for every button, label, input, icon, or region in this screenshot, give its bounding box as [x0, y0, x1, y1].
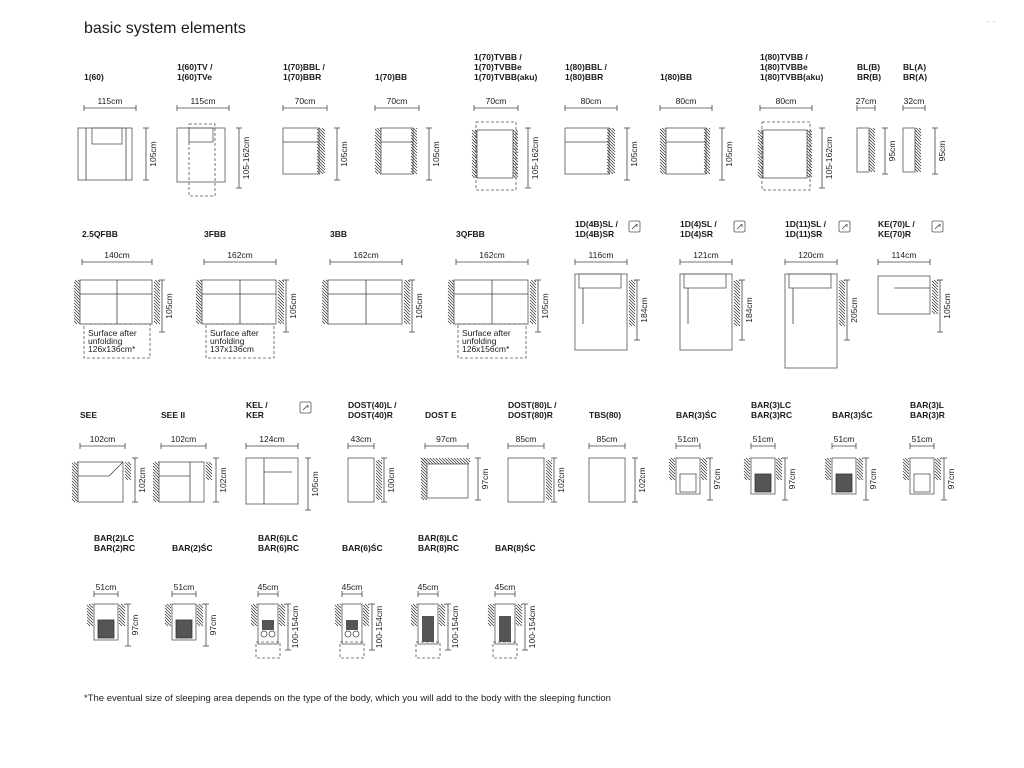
element-label: KE(70)R [878, 229, 912, 239]
width-label: 115cm [190, 96, 216, 106]
hatch-band [87, 604, 93, 626]
element-bar8lc [411, 533, 460, 658]
width-label: 45cm [494, 582, 516, 592]
depth-label: 97cm [208, 614, 218, 636]
depth-label: 100-154cm [450, 605, 460, 649]
hatch-band [629, 280, 635, 326]
unfolding-note: Surface after [88, 328, 137, 338]
cup-holder-icon [353, 631, 359, 637]
bar-compartment-filled [98, 620, 114, 638]
orientation-icon-arrow [737, 224, 742, 229]
element-outline [427, 464, 468, 498]
element-bar6sc [335, 542, 384, 658]
backrest [579, 274, 621, 288]
depth-label: 105cm [288, 293, 298, 319]
hatch-band [607, 128, 615, 174]
element-label: BAR(2)RC [94, 543, 136, 553]
element-1-70tvbb [472, 52, 540, 190]
element-bar3lc [744, 400, 797, 500]
bar-compartment [914, 474, 930, 492]
hatch-band [411, 128, 417, 174]
element-outline [159, 462, 204, 502]
width-label: 70cm [386, 96, 408, 106]
element-1-80bbl [565, 62, 639, 180]
hatch-band [734, 280, 740, 326]
bar-compartment-filled [422, 616, 434, 642]
element-label: BL(A) [903, 62, 927, 72]
hatch-band [421, 458, 470, 464]
depth-label: 105cm [942, 293, 952, 319]
depth-label: 97cm [712, 468, 722, 490]
recliner-extension [476, 122, 516, 190]
width-label: 70cm [485, 96, 507, 106]
depth-label: 105cm [414, 293, 424, 319]
width-label: 120cm [798, 250, 824, 260]
cup-holder-icon [345, 631, 351, 637]
hatch-band [411, 604, 417, 626]
width-label: 80cm [775, 96, 797, 106]
element-bar8sc [488, 542, 537, 658]
hatch-band [279, 604, 285, 626]
element-outline [328, 280, 402, 324]
element-bar2sc [165, 542, 218, 646]
hatch-band [165, 604, 171, 626]
hatch-band [125, 462, 131, 480]
element-label: 3FBB [204, 229, 227, 239]
unfolding-note: 126x156cm* [462, 344, 510, 354]
hatch-band [74, 280, 80, 324]
element-outline [910, 458, 934, 494]
hatch-band [932, 280, 938, 314]
hatch-band [376, 460, 382, 500]
element-label: SEE [80, 410, 98, 420]
depth-label: 97cm [130, 614, 140, 636]
depth-label: 105cm [310, 471, 320, 497]
orientation-icon-arrow [842, 224, 847, 229]
depth-label: 105-162cm [241, 136, 251, 180]
element-doste [421, 410, 490, 500]
element-label: DOST(80)R [508, 410, 553, 420]
element-outline [565, 128, 609, 174]
depth-label: 100-154cm [290, 605, 300, 649]
element-1-80tvbb [758, 52, 834, 190]
element-outline [283, 128, 319, 174]
hatch-band [488, 604, 494, 626]
element-label: 1(70)BBL / [283, 62, 325, 72]
hatch-band [857, 458, 863, 480]
hatch-band [825, 458, 831, 480]
depth-label: 97cm [868, 468, 878, 490]
element-label: 1D(11)SR [785, 229, 823, 239]
element-label: 1(70)TVBB(aku) [474, 72, 538, 82]
element-label: 1(70)BB [375, 72, 408, 82]
element-label: BAR(3)RC [751, 410, 793, 420]
unfolding-note: Surface after [462, 328, 511, 338]
depth-label: 105cm [164, 293, 174, 319]
element-bla [903, 62, 947, 174]
element-outline [348, 458, 374, 502]
unfolding-note: unfolding [88, 336, 123, 346]
hatch-band [807, 130, 812, 178]
element-bar2lc [87, 533, 140, 646]
element-label: 1D(4B)SR [575, 229, 615, 239]
element-label: 3BB [330, 229, 348, 239]
element-label: DOST(40)R [348, 410, 393, 420]
width-label: 32cm [903, 96, 925, 106]
width-label: 162cm [353, 250, 379, 260]
element-outline [202, 280, 276, 324]
element-label: 1(80)BBR [565, 72, 604, 82]
element-label: BAR(8)LC [418, 533, 459, 543]
orientation-icon [300, 402, 311, 413]
element-label: BAR(8)ŚC [495, 543, 536, 553]
element-outline [763, 130, 807, 178]
width-label: 27cm [855, 96, 877, 106]
depth-label: 100-154cm [527, 605, 537, 649]
width-label: 80cm [675, 96, 697, 106]
hatch-band [196, 280, 202, 324]
element-1-70bb [375, 72, 441, 180]
hatch-band [935, 458, 941, 480]
hatch-band [278, 280, 284, 324]
bar-extension [493, 642, 517, 658]
element-label: 1(70)TVBBe [474, 62, 522, 72]
element-label: SEE II [161, 410, 186, 420]
orientation-icon [839, 221, 850, 232]
element-outline [589, 458, 625, 502]
width-label: 162cm [227, 250, 253, 260]
element-1-70bbl [283, 62, 349, 180]
element-see2 [153, 410, 228, 502]
element-label: 3QFBB [456, 229, 485, 239]
element-3fbb [196, 229, 298, 358]
element-label: BAR(8)RC [418, 543, 460, 553]
hatch-band [197, 604, 203, 626]
width-label: 102cm [89, 434, 116, 444]
element-label: BL(B) [857, 62, 881, 72]
element-outline [80, 280, 152, 324]
element-label: KER [246, 410, 264, 420]
hatch-band [915, 128, 921, 172]
width-label: 70cm [294, 96, 316, 106]
unfolding-note: unfolding [210, 336, 245, 346]
width-label: 124cm [259, 434, 285, 444]
element-tbs80 [589, 410, 647, 502]
width-label: 115cm [97, 96, 123, 106]
element-label: 1D(4)SR [680, 229, 714, 239]
orientation-icon [932, 221, 943, 232]
element-label: 1(80)BB [660, 72, 693, 82]
width-label: 162cm [479, 250, 505, 260]
element-1-80bb [660, 72, 734, 180]
corner-mark: - - [987, 19, 997, 26]
element-label: DOST E [425, 410, 457, 420]
element-bar3l [903, 400, 956, 500]
depth-label: 97cm [787, 468, 797, 490]
backrest [684, 274, 726, 288]
element-label: 1D(4B)SL / [575, 219, 618, 229]
element-dost80 [508, 400, 566, 502]
element-outline [477, 130, 513, 178]
depth-label: 97cm [480, 468, 490, 490]
depth-label: 95cm [937, 140, 947, 162]
hatch-band [513, 130, 518, 178]
hatch-band [335, 604, 341, 626]
orientation-icon-arrow [303, 405, 308, 410]
depth-label: 100-154cm [374, 605, 384, 649]
orientation-icon [629, 221, 640, 232]
element-outline [508, 458, 544, 502]
backrest [189, 128, 213, 142]
depth-label: 105cm [148, 141, 158, 167]
element-label: KE(70)L / [878, 219, 915, 229]
depth-label: 105cm [629, 141, 639, 167]
width-label: 45cm [257, 582, 279, 592]
element-label: BAR(2)ŚC [172, 543, 213, 553]
element-outline [857, 128, 869, 172]
orientation-icon [734, 221, 745, 232]
hatch-band [516, 604, 522, 626]
element-see [72, 410, 147, 502]
width-label: 97cm [436, 434, 457, 444]
hatch-band [72, 462, 78, 502]
hatch-band [546, 460, 552, 500]
element-kel [246, 400, 320, 510]
width-label: 51cm [833, 434, 855, 444]
hatch-band [154, 280, 160, 324]
hatch-band [669, 458, 675, 480]
element-3qfbb [448, 229, 550, 358]
hatch-band [704, 128, 710, 174]
hatch-band [903, 458, 909, 480]
element-1d4bsl [575, 219, 649, 350]
element-label: BAR(6)ŚC [342, 543, 383, 553]
element-label: BR(A) [903, 72, 928, 82]
depth-label: 102cm [137, 467, 147, 493]
backrest-line [109, 462, 123, 476]
width-label: 102cm [170, 434, 197, 444]
hatch-band [153, 462, 159, 502]
depth-label: 184cm [744, 297, 754, 323]
width-label: 51cm [677, 434, 699, 444]
element-label: BAR(3)ŚC [676, 410, 717, 420]
depth-label: 100cm [386, 467, 396, 493]
width-label: 51cm [95, 582, 117, 592]
element-outline [454, 280, 528, 324]
hatch-band [119, 604, 125, 626]
element-bar3s [669, 409, 722, 500]
hatch-band [869, 128, 875, 172]
element-blb [856, 62, 897, 174]
unfolding-note: Surface after [210, 328, 259, 338]
element-2-5qfbb [74, 229, 174, 358]
hatch-band [530, 280, 536, 324]
width-label: 45cm [341, 582, 363, 592]
depth-label: 102cm [218, 467, 228, 493]
element-outline [676, 458, 700, 494]
bar-extension [416, 642, 440, 658]
element-dost40 [348, 400, 397, 502]
hatch-band [322, 280, 328, 324]
width-label: 85cm [596, 434, 618, 444]
depth-label: 105-162cm [824, 136, 834, 180]
width-label: 121cm [693, 250, 719, 260]
element-label: BAR(6)LC [258, 533, 299, 543]
depth-label: 105cm [339, 141, 349, 167]
element-outline [78, 462, 123, 502]
unfolding-note: unfolding [462, 336, 497, 346]
element-1-60tv [177, 62, 251, 196]
element-label: 1D(4)SL / [680, 219, 717, 229]
recliner-extension [189, 124, 215, 196]
element-label: 1(60)TVe [177, 72, 212, 82]
hatch-band [448, 280, 454, 324]
orientation-icon-arrow [935, 224, 940, 229]
width-label: 80cm [580, 96, 602, 106]
width-label: 51cm [911, 434, 933, 444]
element-label: BAR(6)RC [258, 543, 300, 553]
element-label: 1(80)TVBB / [760, 52, 808, 62]
element-1-60 [78, 72, 158, 180]
hatch-band [744, 458, 750, 480]
depth-label: 184cm [639, 297, 649, 323]
hatch-band [363, 604, 369, 626]
element-label: BAR(3)L [910, 400, 944, 410]
depth-label: 97cm [946, 468, 956, 490]
unfolding-note: 137x136cm [210, 344, 254, 354]
cup-holder-icon [261, 631, 267, 637]
width-label: 43cm [350, 434, 372, 444]
element-outline [666, 128, 706, 174]
width-label: 140cm [104, 250, 130, 260]
element-label: TBS(80) [589, 410, 622, 420]
width-label: 85cm [515, 434, 537, 444]
width-label: 114cm [891, 250, 917, 260]
element-label: BAR(3)ŚC [832, 410, 873, 420]
element-bar3sc [825, 409, 878, 500]
depth-label: 105cm [431, 141, 441, 167]
depth-label: 105cm [540, 293, 550, 319]
depth-label: 105-162cm [530, 136, 540, 180]
unfolding-note: 126x136cm* [88, 344, 136, 354]
element-label: DOST(80)L / [508, 400, 557, 410]
element-label: 1(80)TVBB(aku) [760, 72, 824, 82]
hatch-band [660, 128, 666, 174]
element-1d4sl [680, 219, 754, 350]
backrest [92, 128, 122, 144]
hatch-band [701, 458, 707, 480]
hatch-band [776, 458, 782, 480]
element-label: BAR(3)R [910, 410, 945, 420]
bar-compartment-filled [755, 474, 771, 492]
element-label: 1D(11)SL / [785, 219, 826, 229]
width-label: 51cm [173, 582, 195, 592]
orientation-icon-arrow [632, 224, 637, 229]
element-label: DOST(40)L / [348, 400, 397, 410]
hatch-band [839, 280, 845, 326]
backrest [789, 274, 831, 288]
bar-compartment-filled [836, 474, 852, 492]
element-label: 1(80)BBL / [565, 62, 607, 72]
bar-compartment-filled [346, 620, 358, 630]
page-title: basic system elements [84, 20, 246, 37]
depth-label: 95cm [887, 140, 897, 162]
bar-extension [256, 642, 280, 658]
hatch-band [439, 604, 445, 626]
element-label: KEL / [246, 400, 268, 410]
hatch-band [206, 462, 212, 480]
bar-compartment [680, 474, 696, 492]
bar-compartment-filled [262, 620, 274, 630]
hatch-band [251, 604, 257, 626]
bar-extension [340, 642, 364, 658]
element-label: 1(60) [84, 72, 104, 82]
element-outline [246, 458, 298, 504]
footnote: *The eventual size of sleeping area depends on the type of the body, which you will add to the body with the sleeping function [84, 693, 611, 704]
element-outline [903, 128, 915, 172]
width-label: 45cm [417, 582, 439, 592]
element-bar6lc [251, 533, 300, 658]
bar-compartment-filled [176, 620, 192, 638]
element-outline [177, 128, 225, 182]
depth-label: 105cm [724, 141, 734, 167]
hatch-band [421, 458, 427, 500]
element-label: 1(80)TVBBe [760, 62, 808, 72]
element-3bb [322, 229, 424, 332]
bar-compartment-filled [499, 616, 511, 642]
width-label: 51cm [752, 434, 774, 444]
hatch-band [404, 280, 410, 324]
depth-label: 102cm [637, 467, 647, 493]
element-label: BAR(3)LC [751, 400, 792, 410]
element-outline [381, 128, 413, 174]
hatch-band [317, 128, 325, 174]
element-label: 2.5QFBB [82, 229, 118, 239]
element-label: BR(B) [857, 72, 882, 82]
element-1d11sl [785, 219, 859, 368]
depth-label: 205cm [849, 297, 859, 323]
element-label: 1(60)TV / [177, 62, 213, 72]
element-ke70l [878, 219, 952, 332]
cup-holder-icon [269, 631, 275, 637]
width-label: 116cm [588, 250, 614, 260]
depth-label: 102cm [556, 467, 566, 493]
element-label: 1(70)TVBB / [474, 52, 522, 62]
hatch-band [375, 128, 381, 174]
element-outline [878, 276, 930, 314]
recliner-extension [762, 122, 810, 190]
element-label: BAR(2)LC [94, 533, 135, 543]
element-label: 1(70)BBR [283, 72, 322, 82]
